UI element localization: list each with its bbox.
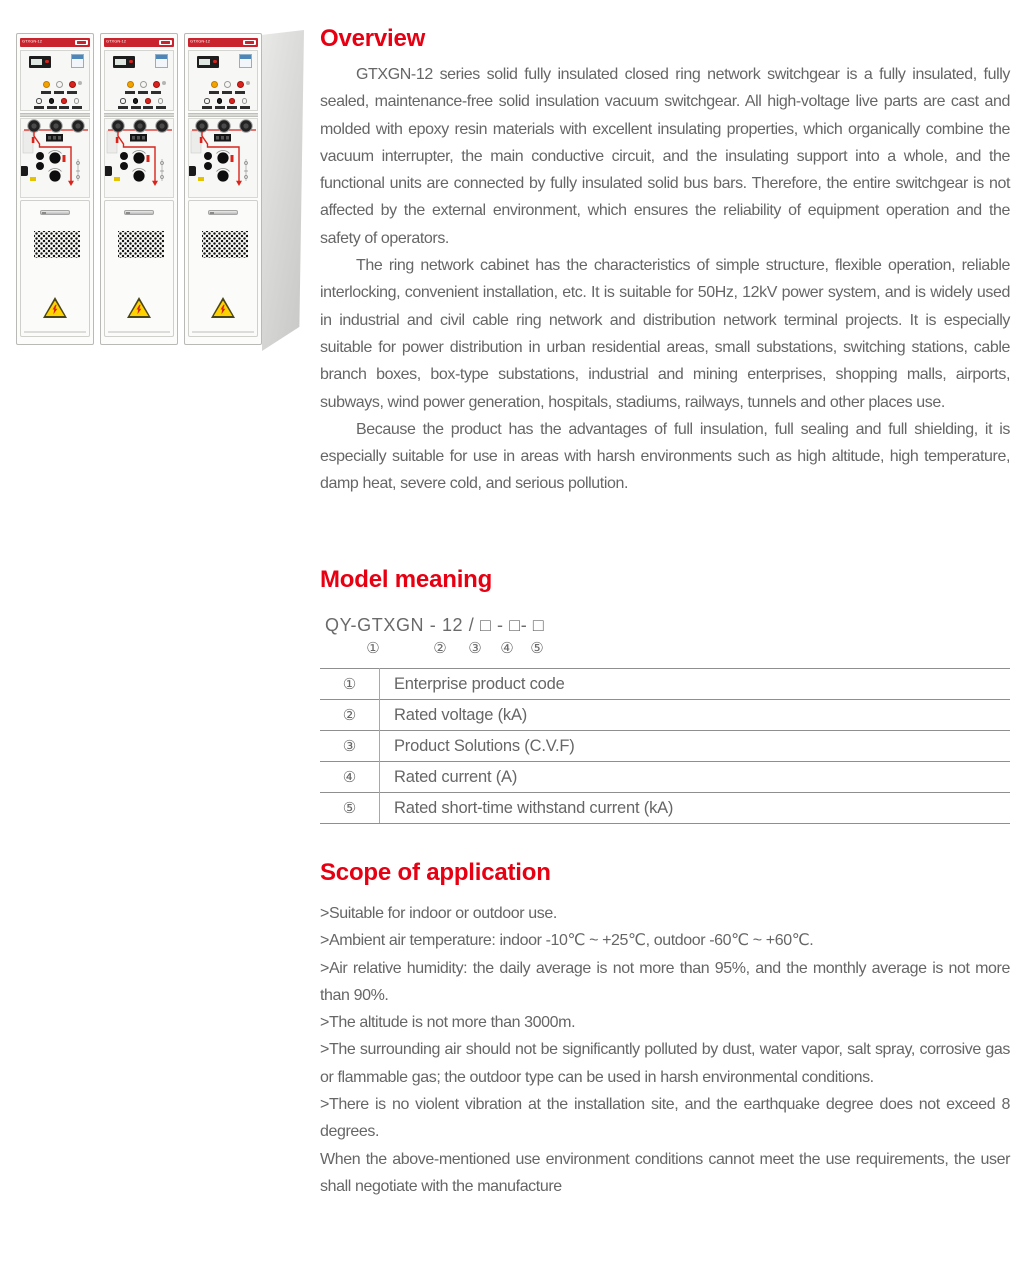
mimic-diagram bbox=[189, 119, 259, 197]
model-meaning-section-title: Model meaning bbox=[320, 566, 493, 593]
cabinet-banner bbox=[20, 38, 90, 47]
indicator-lights-row bbox=[127, 81, 160, 88]
row-number: ① bbox=[320, 669, 380, 700]
cabinet-banner bbox=[104, 38, 174, 47]
row-description: Product Solutions (C.V.F) bbox=[380, 731, 1011, 762]
indicator-light-white bbox=[36, 98, 42, 104]
screw-icon bbox=[246, 81, 250, 85]
indicator-lights-row bbox=[43, 81, 76, 88]
scope-section-title: Scope of application bbox=[320, 859, 551, 886]
door-base-trim bbox=[24, 331, 86, 333]
door-base-trim bbox=[192, 331, 254, 333]
row-description: Rated voltage (kA) bbox=[380, 700, 1011, 731]
indicator-light-amber bbox=[211, 81, 218, 88]
overview-paragraph: Because the product has the advantages of full insulation, full sealing and full shielding, it is especially suitable for use in areas with harsh environments such as high altitude, high temperature, damp heat, severe cold, and serious pollution. bbox=[320, 420, 1010, 493]
indicator-light-white bbox=[140, 81, 147, 88]
overview-text bbox=[320, 61, 1010, 498]
indicator-lights-row bbox=[120, 98, 163, 104]
indicator-light-white bbox=[158, 98, 164, 104]
brand-logo-icon bbox=[159, 40, 172, 46]
table-row bbox=[320, 762, 1010, 793]
indicator-light-white bbox=[204, 98, 210, 104]
label-strips bbox=[209, 91, 245, 94]
marker-4: ④ bbox=[500, 640, 514, 657]
label-strips bbox=[118, 106, 166, 109]
door-base-trim bbox=[108, 331, 170, 333]
mimic-diagram bbox=[105, 119, 175, 197]
indicator-lights-row bbox=[36, 98, 79, 104]
label-strips bbox=[34, 106, 82, 109]
indicator-light-white bbox=[74, 98, 80, 104]
table-row bbox=[320, 669, 1010, 700]
door-handle bbox=[208, 210, 238, 215]
cabinet-door bbox=[20, 200, 90, 337]
panel-divider-rail bbox=[20, 113, 90, 117]
scope-item: >Ambient air temperature: indoor -10℃ ~ +25℃, outdoor -60℃ ~ +60℃. bbox=[320, 932, 814, 950]
scope-item: >There is no violent vibration at the installation site, and the earthquake degree does not exceed 8 degrees. bbox=[320, 1096, 1010, 1141]
relay-module bbox=[155, 54, 168, 68]
ventilation-grille bbox=[34, 231, 80, 258]
control-panel bbox=[188, 50, 258, 111]
control-panel bbox=[104, 50, 174, 111]
digital-display bbox=[197, 56, 219, 68]
indicator-lights-row bbox=[211, 81, 244, 88]
cabinet-door bbox=[188, 200, 258, 337]
table-row bbox=[320, 731, 1010, 762]
row-number: ④ bbox=[320, 762, 380, 793]
push-button-black bbox=[217, 98, 223, 104]
model-meaning-table bbox=[320, 668, 1010, 824]
screw-icon bbox=[78, 81, 82, 85]
indicator-light-white bbox=[242, 98, 248, 104]
screw-icon bbox=[162, 81, 166, 85]
door-handle bbox=[40, 210, 70, 215]
marker-3: ③ bbox=[468, 640, 482, 657]
label-strips bbox=[41, 91, 77, 94]
switchgear-cabinet bbox=[100, 33, 178, 345]
panel-divider-rail bbox=[104, 113, 174, 117]
cabinet-model-label: GTXGN-12 bbox=[22, 39, 43, 44]
digital-display bbox=[113, 56, 135, 68]
indicator-light-red bbox=[237, 81, 244, 88]
mimic-diagram-panel bbox=[104, 118, 174, 198]
high-voltage-warning-icon bbox=[43, 297, 67, 318]
scope-item: When the above-mentioned use environment conditions cannot meet the use requirements, the user shall negotiate with the manufacture bbox=[320, 1150, 1010, 1195]
push-button-black bbox=[133, 98, 139, 104]
mimic-diagram bbox=[21, 119, 91, 197]
indicator-light-amber bbox=[43, 81, 50, 88]
model-code-line: QY-GTXGN - 12 / □ - □- □ bbox=[325, 615, 545, 635]
scope-item: >The altitude is not more than 3000m. bbox=[320, 1014, 576, 1032]
relay-module bbox=[239, 54, 252, 68]
push-button-black bbox=[49, 98, 55, 104]
ventilation-grille bbox=[202, 231, 248, 258]
push-button-red bbox=[229, 98, 235, 104]
push-button-red bbox=[61, 98, 67, 104]
cabinet-side-panel bbox=[262, 30, 304, 351]
scope-item: >The surrounding air should not be significantly polluted by dust, water vapor, salt spray, corrosive gas or flammable gas; the outdoor type can be used in harsh environmental conditions. bbox=[320, 1041, 1010, 1086]
cabinet-model-label: GTXGN-12 bbox=[106, 39, 127, 44]
product-photo bbox=[8, 26, 308, 356]
high-voltage-warning-icon bbox=[127, 297, 151, 318]
brand-logo-icon bbox=[75, 40, 88, 46]
marker-2: ② bbox=[433, 640, 447, 657]
door-handle bbox=[124, 210, 154, 215]
row-description: Enterprise product code bbox=[380, 669, 1011, 700]
digital-display bbox=[29, 56, 51, 68]
indicator-lights-row bbox=[204, 98, 247, 104]
row-number: ⑤ bbox=[320, 793, 380, 824]
ventilation-grille bbox=[118, 231, 164, 258]
indicator-light-red bbox=[69, 81, 76, 88]
cabinet-door bbox=[104, 200, 174, 337]
row-number: ③ bbox=[320, 731, 380, 762]
high-voltage-warning-icon bbox=[211, 297, 235, 318]
control-panel bbox=[20, 50, 90, 111]
row-number: ② bbox=[320, 700, 380, 731]
indicator-light-amber bbox=[127, 81, 134, 88]
scope-text bbox=[320, 900, 1010, 1200]
row-description: Rated short-time withstand current (kA) bbox=[380, 793, 1011, 824]
row-description: Rated current (A) bbox=[380, 762, 1011, 793]
brand-logo-icon bbox=[243, 40, 256, 46]
push-button-red bbox=[145, 98, 151, 104]
mimic-diagram-panel bbox=[188, 118, 258, 198]
table-row bbox=[320, 793, 1010, 824]
cabinet-model-label: GTXGN-12 bbox=[190, 39, 211, 44]
panel-divider-rail bbox=[188, 113, 258, 117]
indicator-light-white bbox=[224, 81, 231, 88]
overview-paragraph: The ring network cabinet has the characteristics of simple structure, flexible operation, reliable interlocking, convenient installation, etc. It is suitable for 50Hz, 12kV power system, and is widely used in industrial and civil cable ring network and distribution network terminal projects. It is especially suitable for power distribution in urban residential areas, small substations, switching stations, cable branch boxes, box-type substations, industrial and mining enterprises, shopping malls, airports, subways, wind power generation, hospitals, stadiums, railways, tunnels and other places use. bbox=[320, 257, 1010, 411]
scope-item: >Suitable for indoor or outdoor use. bbox=[320, 905, 557, 922]
table-row bbox=[320, 700, 1010, 731]
label-strips bbox=[125, 91, 161, 94]
indicator-light-white bbox=[56, 81, 63, 88]
overview-paragraph: GTXGN-12 series solid fully insulated closed ring network switchgear is a fully insulated, fully sealed, maintenance-free solid insulation vacuum switchgear. All high-voltage live parts are cast and molded with epoxy resin materials with excellent insulating properties, which organically combine the vacuum interrupter, the main conductive circuit, and the insulating support into a whole, and the functional units are connected by fully insulated solid bus bars. Therefore, the entire switchgear is not affected by the external environment, which ensures the reliability of equipment operation and the safety of operators. bbox=[320, 66, 1010, 247]
switchgear-cabinet bbox=[184, 33, 262, 345]
cabinet-banner bbox=[188, 38, 258, 47]
indicator-light-red bbox=[153, 81, 160, 88]
relay-module bbox=[71, 54, 84, 68]
switchgear-cabinet bbox=[16, 33, 94, 345]
marker-5: ⑤ bbox=[530, 640, 544, 657]
mimic-diagram-panel bbox=[20, 118, 90, 198]
indicator-light-white bbox=[120, 98, 126, 104]
marker-1: ① bbox=[366, 640, 380, 657]
overview-section-title: Overview bbox=[320, 25, 426, 52]
model-code-markers bbox=[320, 639, 620, 657]
label-strips bbox=[202, 106, 250, 109]
scope-item: >Air relative humidity: the daily average is not more than 95%, and the monthly average is not more than 90%. bbox=[320, 959, 1010, 1004]
